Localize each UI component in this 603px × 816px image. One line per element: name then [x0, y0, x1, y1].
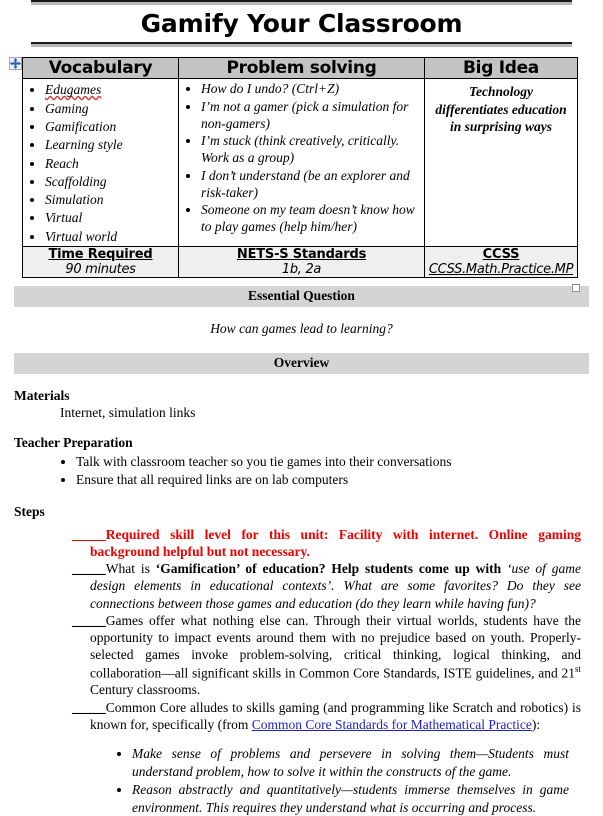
step-blank-line[interactable]: _____: [72, 700, 106, 715]
nets-standards-cell: [179, 247, 425, 278]
list-item: • Scaffolding: [45, 173, 178, 191]
step-item-2: [90, 560, 581, 612]
list-item: • I’m stuck (think creatively, critically. Work as a group): [201, 133, 424, 166]
step-2-plain: What is: [106, 561, 156, 576]
list-item: [45, 81, 178, 99]
table-footer-row: [23, 247, 578, 278]
vocabulary-term-misspelled: Edugames: [45, 82, 101, 97]
steps-section: [14, 504, 589, 816]
step-2-bold: ‘Gamification’ of education? Help students come up with: [156, 561, 507, 576]
list-item: • Reach: [45, 155, 178, 173]
time-required-label: Time Required: [23, 247, 178, 262]
table-move-handle-icon[interactable]: [9, 57, 22, 70]
list-item: • I’m not a gamer (pick a simulation for non-gamers): [201, 99, 424, 132]
table-content-row: [23, 79, 578, 247]
materials-heading: Materials: [14, 388, 589, 404]
materials-text: Internet, simulation links: [60, 405, 589, 421]
step-3-text-end: Century classrooms.: [90, 682, 200, 697]
step-3-superscript: st: [575, 664, 581, 674]
nets-standards-value: 1b, 2a: [179, 262, 424, 277]
step-1-text: Required skill level for this unit: Facility with internet. Online gaming background helpful but not necessary.: [90, 527, 581, 559]
math-practice-list: [14, 745, 589, 816]
step-blank-line[interactable]: _____: [72, 527, 106, 542]
ccss-label: CCSS: [425, 247, 577, 262]
time-required-value: 90 minutes: [23, 262, 178, 277]
header-rule-grey-bottom: [31, 44, 572, 47]
ccss-cell: [425, 247, 578, 278]
table-header-vocabulary: Vocabulary: [23, 58, 179, 79]
step-3-text: Games offer what nothing else can. Through their virtual worlds, students have the opportunity to impact events around them with no prejudice based on youth. Properly-selected games invoke problem-solving, critical thinking, logical thinking, and collaboration—all significant skills in Common Core Standards, ISTE guidelines, and 21: [90, 613, 581, 680]
teacher-preparation-section: [14, 435, 589, 489]
problem-solving-cell: [179, 79, 425, 247]
header-rule-bottom: [0, 42, 603, 47]
vocabulary-list: [23, 81, 178, 245]
step-2-italic: ‘use of game design elements in educational contexts’. What are some favorites? Do they see connections between those games and education (do they learn while having fun)?: [90, 561, 581, 611]
time-required-cell: [23, 247, 179, 278]
table-header-problem-solving: Problem solving: [179, 58, 425, 79]
essential-question-banner: Essential Question: [14, 286, 589, 307]
materials-section: [14, 388, 589, 421]
step-4-text-pre: Common Core alludes to skills gaming (and programming like Scratch and robotics) is known for, specifically (from: [90, 700, 581, 732]
list-item: • Reason abstractly and quantitatively—students immerse themselves in game environment. This requires they understand what is occurring and process.: [132, 781, 589, 816]
list-item: • Virtual world: [45, 228, 178, 246]
table-header-row: [23, 58, 578, 79]
problem-solving-list: [179, 81, 424, 236]
list-item: • Ensure that all required links are on lab computers: [76, 471, 589, 489]
nets-standards-label: NETS-S Standards: [179, 247, 424, 262]
teacher-preparation-heading: Teacher Preparation: [14, 435, 589, 451]
list-item: • Gaming: [45, 100, 178, 118]
list-item: • Simulation: [45, 191, 178, 209]
big-idea-cell: [425, 79, 578, 247]
essential-question-text: How can games lead to learning?: [0, 307, 603, 353]
step-4-text-post: ):: [532, 717, 540, 732]
lesson-overview-table: [22, 57, 578, 278]
page-title: Gamify Your Classroom: [0, 5, 603, 42]
teacher-preparation-list: [14, 453, 589, 489]
overview-banner: Overview: [14, 353, 589, 374]
table-resize-handle[interactable]: [572, 284, 580, 292]
list-item: • Virtual: [45, 209, 178, 227]
list-item: • Talk with classroom teacher so you tie games into their conversations: [76, 453, 589, 471]
list-item: • Someone on my team doesn’t know how to play games (help him/her): [201, 202, 424, 235]
list-item: • Learning style: [45, 136, 178, 154]
list-item: • I don’t understand (be an explorer and risk-taker): [201, 168, 424, 201]
list-item: • How do I undo? (Ctrl+Z): [201, 81, 424, 98]
list-item: • Make sense of problems and persevere in solving them—Students must understand problem, how to solve it within the constructs of the game.: [132, 745, 589, 780]
steps-heading: Steps: [14, 504, 589, 520]
ccss-value: CCSS.Math.Practice.MP: [425, 262, 577, 277]
step-blank-line[interactable]: _____: [72, 613, 106, 628]
table-header-big-idea: Big Idea: [425, 58, 578, 79]
list-item: • Gamification: [45, 118, 178, 136]
step-item-3: [90, 612, 581, 699]
step-item-1: [90, 526, 581, 561]
big-idea-text: Technology differentiates education in surprising ways: [425, 79, 577, 136]
vocabulary-cell: [23, 79, 179, 247]
common-core-standards-link[interactable]: Common Core Standards for Mathematical Practice: [252, 717, 532, 732]
step-item-4: [90, 699, 581, 734]
steps-list: [14, 526, 589, 816]
step-blank-line[interactable]: _____: [72, 561, 106, 576]
